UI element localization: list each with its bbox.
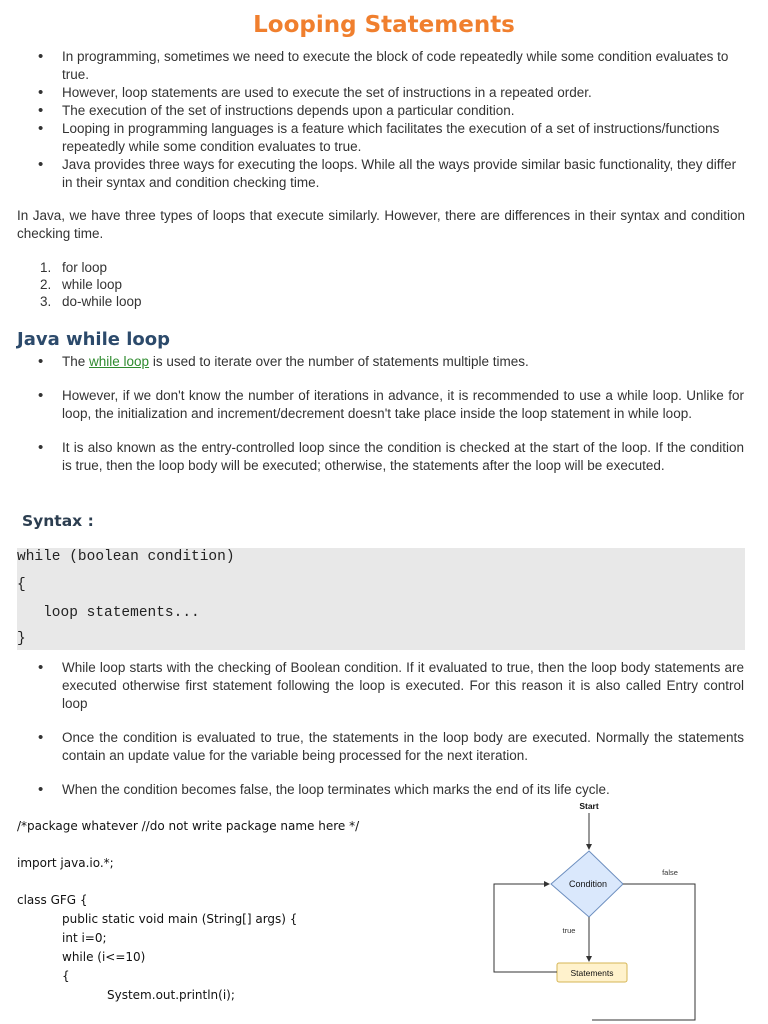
code-line: loop statements... bbox=[17, 605, 200, 621]
list-item: • The execution of the set of instructions depends upon a particular condition. bbox=[0, 102, 744, 120]
flow-arrow-false bbox=[592, 884, 695, 1020]
while-explanation-list bbox=[0, 659, 744, 815]
code-line: class GFG { bbox=[17, 893, 88, 907]
java-types-paragraph: In Java, we have three types of loops that execute similarly. However, there are differences in their syntax and condition checking time. bbox=[17, 208, 745, 241]
list-item: • Java provides three ways for executing the loops. While all the ways provide similar basic functionality, they differ in their syntax and condition checking time. bbox=[0, 156, 744, 192]
code-line: int i=0; bbox=[62, 931, 107, 945]
code-line: while (i<=10) bbox=[62, 950, 146, 964]
code-line: while (boolean condition) bbox=[17, 549, 235, 565]
flow-loop-back-arrow bbox=[494, 884, 557, 972]
list-item: • In programming, sometimes we need to execute the block of code repeatedly while some condition evaluates to true. bbox=[0, 48, 744, 84]
list-number: 2. bbox=[40, 277, 52, 292]
list-label: while loop bbox=[62, 277, 123, 292]
list-item bbox=[0, 293, 142, 310]
flow-statements-label: Statements bbox=[570, 968, 614, 978]
code-line: public static void main (String[] args) { bbox=[62, 912, 298, 926]
list-item: • It is also known as the entry-controlled loop since the condition is checked at the start of the loop. If the condition is true, then the loop body will be executed; otherwise, the statements after the loop will be executed. bbox=[0, 439, 744, 475]
bullet-prefix: The bbox=[62, 354, 90, 369]
syntax-heading: Syntax : bbox=[22, 512, 94, 530]
while-bullet-list bbox=[0, 353, 744, 491]
page-title: Looping Statements bbox=[253, 12, 515, 38]
intro-bullet-list bbox=[0, 48, 744, 192]
flow-condition-label: Condition bbox=[568, 879, 608, 889]
list-item: • While loop starts with the checking of Boolean condition. If it evaluated to true, then the loop body statements are executed otherwise first statement following the loop is executed. For this reason it is also called Entry control loop bbox=[0, 659, 744, 713]
list-item: • Once the condition is evaluated to true, the statements in the loop body are executed. Normally the statements contain an update value for the variable being processed for the next iteration. bbox=[0, 729, 744, 765]
while-loop-link[interactable]: while loop bbox=[89, 354, 150, 369]
code-line: { bbox=[62, 969, 70, 983]
flow-start-label: Start bbox=[579, 801, 599, 811]
list-number: 1. bbox=[40, 260, 52, 275]
syntax-code-block bbox=[17, 548, 745, 650]
code-line: /*package whatever //do not write package name here */ bbox=[17, 819, 360, 833]
list-item bbox=[0, 353, 744, 371]
list-item: • When the condition becomes false, the loop terminates which marks the end of its life cycle. bbox=[0, 781, 744, 799]
list-item: • Looping in programming languages is a feature which facilitates the execution of a set of instructions/functions repeatedly while some condition evaluates to true. bbox=[0, 120, 744, 156]
flow-false-label: false bbox=[662, 868, 678, 877]
loop-types-list bbox=[0, 259, 142, 310]
code-line: import java.io.*; bbox=[17, 856, 114, 870]
code-line: } bbox=[17, 631, 26, 647]
list-number: 3. bbox=[40, 294, 52, 309]
while-loop-flowchart bbox=[480, 795, 710, 1024]
list-item: • However, if we don't know the number of iterations in advance, it is recommended to use a while loop. Unlike for loop, the initialization and increment/decrement doesn't take place inside the loop statement in while loop. bbox=[0, 387, 744, 423]
section-heading-while-loop: Java while loop bbox=[17, 329, 171, 350]
list-item bbox=[0, 259, 142, 276]
list-item: • However, loop statements are used to execute the set of instructions in a repeated order. bbox=[0, 84, 744, 102]
code-line: System.out.println(i); bbox=[107, 988, 235, 1002]
flow-true-label: true bbox=[562, 926, 576, 935]
list-item bbox=[0, 276, 142, 293]
list-label: do-while loop bbox=[62, 294, 142, 309]
list-label: for loop bbox=[62, 260, 108, 275]
bullet-suffix: is used to iterate over the number of statements multiple times. bbox=[149, 354, 529, 369]
code-line: { bbox=[17, 577, 26, 593]
